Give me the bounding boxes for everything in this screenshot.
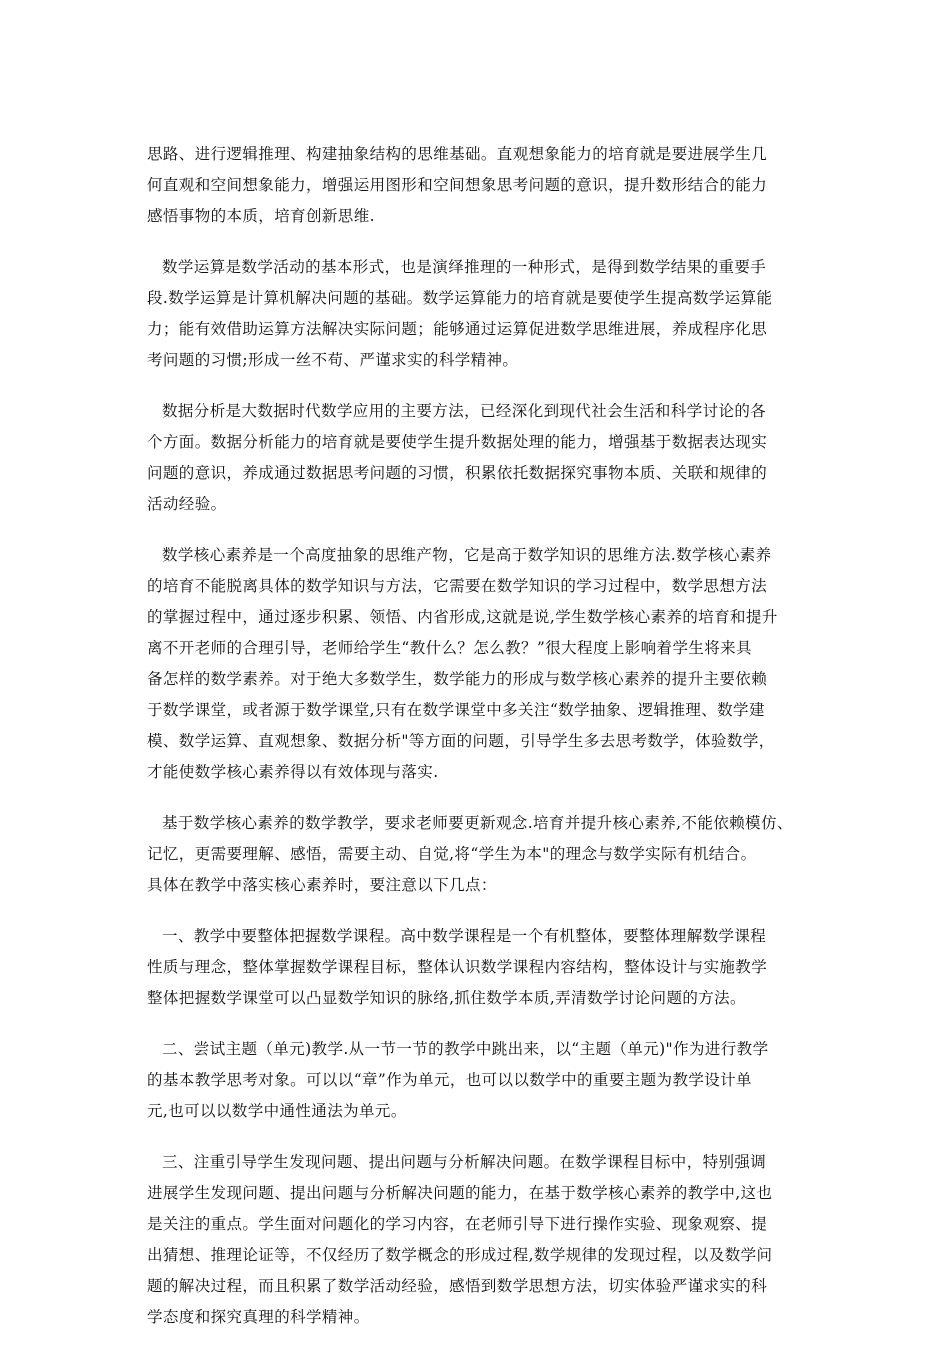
text-line: 活动经验。 bbox=[147, 495, 227, 513]
text-line: 力；能有效借助运算方法解决实际问题；能够通过运算促进数学思维进展，养成程序化思 bbox=[147, 320, 768, 338]
text-line: 题的解决过程，而且积累了数学活动经验，感悟到数学思想方法，切实体验严谨求实的科 bbox=[147, 1277, 768, 1295]
text-line: 性质与理念，整体掌握数学课程目标，整体认识数学课程内容结构，整体设计与实施教学 bbox=[147, 958, 768, 976]
text-line: 何直观和空间想象能力，增强运用图形和空间想象思考问题的意识，提升数形结合的能力 bbox=[147, 176, 768, 194]
text-line: 数学运算是数学活动的基本形式，也是演绎推理的一种形式，是得到数学结果的重要手 bbox=[162, 258, 767, 276]
text-line: 二、尝试主题（单元)教学.从一节一节的教学中跳出来，以“主题（单元)"作为进行教学 bbox=[162, 1040, 769, 1058]
paragraph bbox=[147, 252, 807, 376]
text-line: 问题的意识，养成通过数据思考问题的习惯，积累依托数据探究事物本质、关联和规律的 bbox=[147, 464, 768, 482]
text-line: 数据分析是大数据时代数学应用的主要方法，已经深化到现代社会生活和科学讨论的各 bbox=[162, 402, 767, 420]
text-line: 是关注的重点。学生面对问题化的学习内容，在老师引导下进行操作实验、现象观察、提 bbox=[147, 1215, 768, 1233]
text-line: 模、数学运算、直观想象、数据分析"等方面的问题，引导学生多去思考数学，体验数学， bbox=[147, 732, 775, 750]
text-line: 感悟事物的本质，培育创新思维. bbox=[147, 207, 375, 225]
paragraph bbox=[147, 139, 807, 232]
text-line: 的基本教学思考对象。可以以“章”作为单元，也可以以数学中的重要主题为教学设计单 bbox=[147, 1071, 752, 1089]
text-line: 段.数学运算是计算机解决问题的基础。数学运算能力的培育就是要使学生提高数学运算能 bbox=[147, 289, 773, 307]
text-line: 备怎样的数学素养。对于绝大多数学生，数学能力的形成与数学核心素养的提升主要依赖 bbox=[147, 670, 768, 688]
text-line: 思路、进行逻辑推理、构建抽象结构的思维基础。直观想象能力的培育就是要进展学生几 bbox=[147, 145, 768, 163]
text-line: 才能使数学核心素养得以有效体现与落实. bbox=[147, 763, 439, 781]
text-line: 考问题的习惯;形成一丝不苟、严谨求实的科学精神。 bbox=[147, 351, 519, 369]
text-line: 基于数学核心素养的数学教学，要求老师要更新观念.培育并提升核心素养,不能依赖模仿、 bbox=[162, 814, 793, 832]
text-line: 记忆，更需要理解、感悟，需要主动、自觉,将“学生为本"的理念与数学实际有机结合。 bbox=[147, 845, 757, 863]
text-line: 的培育不能脱离具体的数学知识与方法，它需要在数学知识的学习过程中，数学思想方法 bbox=[147, 577, 768, 595]
text-line: 于数学课堂，或者源于数学课堂,只有在数学课堂中多关注“数学抽象、逻辑推理、数学建 bbox=[147, 701, 765, 719]
text-line: 三、注重引导学生发现问题、提出问题与分析解决问题。在数学课程目标中，特别强调 bbox=[162, 1153, 767, 1171]
document-body bbox=[147, 139, 807, 1353]
text-line: 整体把握数学课堂可以凸显数学知识的脉络,抓住数学本质,弄清数学讨论问题的方法。 bbox=[147, 989, 746, 1007]
text-line: 的掌握过程中，通过逐步积累、领悟、内省形成,这就是说,学生数学核心素养的培育和提升 bbox=[147, 608, 778, 626]
text-line: 一、教学中要整体把握数学课程。高中数学课程是一个有机整体，要整体理解数学课程 bbox=[162, 927, 767, 945]
paragraph bbox=[147, 1034, 807, 1127]
text-line: 具体在教学中落实核心素养时，要注意以下几点： bbox=[147, 876, 497, 894]
paragraph bbox=[147, 396, 807, 520]
text-line: 数学核心素养是一个高度抽象的思维产物，它是高于数学知识的思维方法.数学核心素养 bbox=[162, 546, 772, 564]
text-line: 离不开老师的合理引导，老师给学生“教什么？怎么教？”很大程度上影响着学生将来具 bbox=[147, 639, 752, 657]
text-line: 进展学生发现问题、提出问题与分析解决问题的能力，在基于数学核心素养的教学中,这也 bbox=[147, 1184, 773, 1202]
text-line: 出猜想、推理论证等，不仅经历了数学概念的形成过程,数学规律的发现过程，以及数学问 bbox=[147, 1246, 773, 1264]
paragraph bbox=[147, 1147, 807, 1333]
text-line: 元,也可以以数学中通性通法为单元。 bbox=[147, 1102, 407, 1120]
paragraph bbox=[147, 540, 807, 788]
paragraph bbox=[147, 808, 807, 901]
paragraph bbox=[147, 921, 807, 1014]
text-line: 学态度和探究真理的科学精神。 bbox=[147, 1308, 370, 1326]
text-line: 个方面。数据分析能力的培育就是要使学生提升数据处理的能力，增强基于数据表达现实 bbox=[147, 433, 768, 451]
